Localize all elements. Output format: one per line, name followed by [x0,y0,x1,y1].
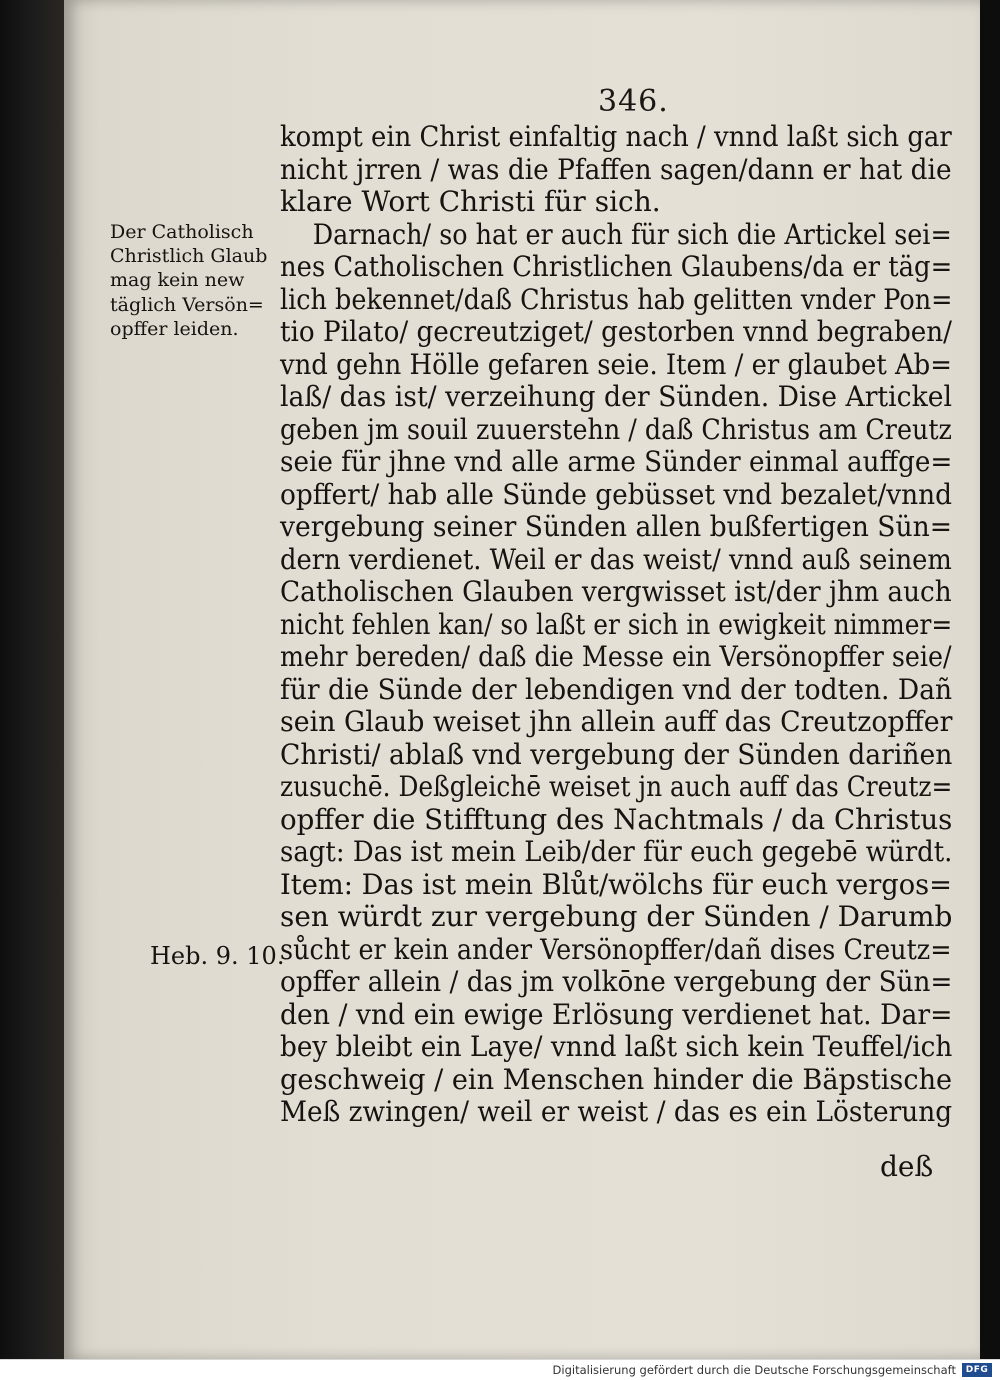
text-line: opffer die Stifftung des Nachtmals / da Christus [280,802,953,836]
text-line: den / vnd ein ewige Erlösung verdienet hat. Dar= [280,997,953,1031]
text-line: opffer allein / das jm volkōne vergebung der Sün= [280,965,953,998]
text-line: Christi/ ablaß vnd vergebung der Sünden dariñen [280,737,953,771]
text-line: geschweig / ein Menschen hinder die Bäpstische [280,1062,953,1096]
body-text [280,121,952,1129]
text-line: sein Glaub weiset jhn allein auff das Creutzopffer [280,705,953,738]
text-line: nicht fehlen kan/ so laßt er sich in ewigkeit nimmer= [280,607,953,641]
text-line: nicht jrren / was die Pfaffen sagen/dann er hat die [280,152,952,186]
text-line: vergebung seiner Sünden allen bußfertigen Sün= [280,510,952,543]
funding-credit: Digitalisierung gefördert durch die Deutsche Forschungsgemeinschaft [552,1363,956,1377]
marginal-reference: Heb. 9. 10. [150,942,285,970]
text-line: Darnach/ so hat er auch für sich die Artickel sei= [312,217,952,251]
text-line: sagt: Das ist mein Leib/der für euch gegebē würdt. [280,835,953,868]
text-line: seie für jhne vnd alle arme Sünder einmal auffge= [280,445,953,478]
text-line: bey bleibt ein Laye/ vnnd laßt sich kein Teuffel/ich [280,1030,953,1063]
text-line: vnd gehn Hölle gefaren seie. Item / er glaubet Ab= [280,347,952,381]
text-line: kompt ein Christ einfaltig nach / vnnd laßt sich gar [280,120,952,153]
catchword: deß [880,1150,934,1183]
margin-note-line: täglich Versön= [110,293,264,316]
footer-bar [0,1359,1000,1380]
margin-note-line: Der Catholisch [110,221,254,243]
text-line: mehr bereden/ daß die Messe ein Versönopffer seie/ [280,640,952,673]
text-line: nes Catholischen Christlichen Glaubens/da er täg= [280,250,953,283]
text-line: dern verdienet. Weil er das weist/ vnnd auß seinem [280,542,952,576]
text-line: Meß zwingen/ weil er weist / das es ein Lösterung [280,1095,953,1128]
text-line: tio Pilato/ gecreutziget/ gestorben vnnd begraben/ [280,315,953,348]
text-line: sen würdt zur vergebung der Sünden / Darumb [280,900,953,933]
dfg-logo: DFG [962,1363,992,1377]
text-line: sůcht er kein ander Versönopffer/dañ dises Creutz= [280,932,952,966]
text-line: für die Sünde der lebendigen vnd der todten. Dañ [280,672,953,706]
book-edge-right [980,0,1000,1359]
text-line: laß/ das ist/ verzeihung der Sünden. Dise Artickel [280,380,953,413]
text-line: Catholischen Glauben vergwisset ist/der jhm auch [280,575,952,608]
text-line: opffert/ hab alle Sünde gebüsset vnd bezalet/vnnd [280,477,953,511]
margin-note-line: opffer leiden. [110,317,239,340]
marginal-note [110,220,280,341]
book-gutter-left [0,0,64,1359]
text-line: Item: Das ist mein Blůt/wölchs für euch vergos= [280,867,952,901]
text-line: geben jm souil zuuerstehn / daß Christus am Creutz [280,412,952,446]
text-line: klare Wort Christi für sich. [280,185,661,218]
page-number: 346. [598,84,669,119]
margin-note-line: Christlich Glaub [110,245,268,268]
text-line: lich bekennet/daß Christus hab gelitten vnder Pon= [280,282,953,316]
margin-note-line: mag kein new [110,269,245,292]
text-line: zusuchē. Deßgleichē weiset jn auch auff das Creutz= [280,770,953,803]
